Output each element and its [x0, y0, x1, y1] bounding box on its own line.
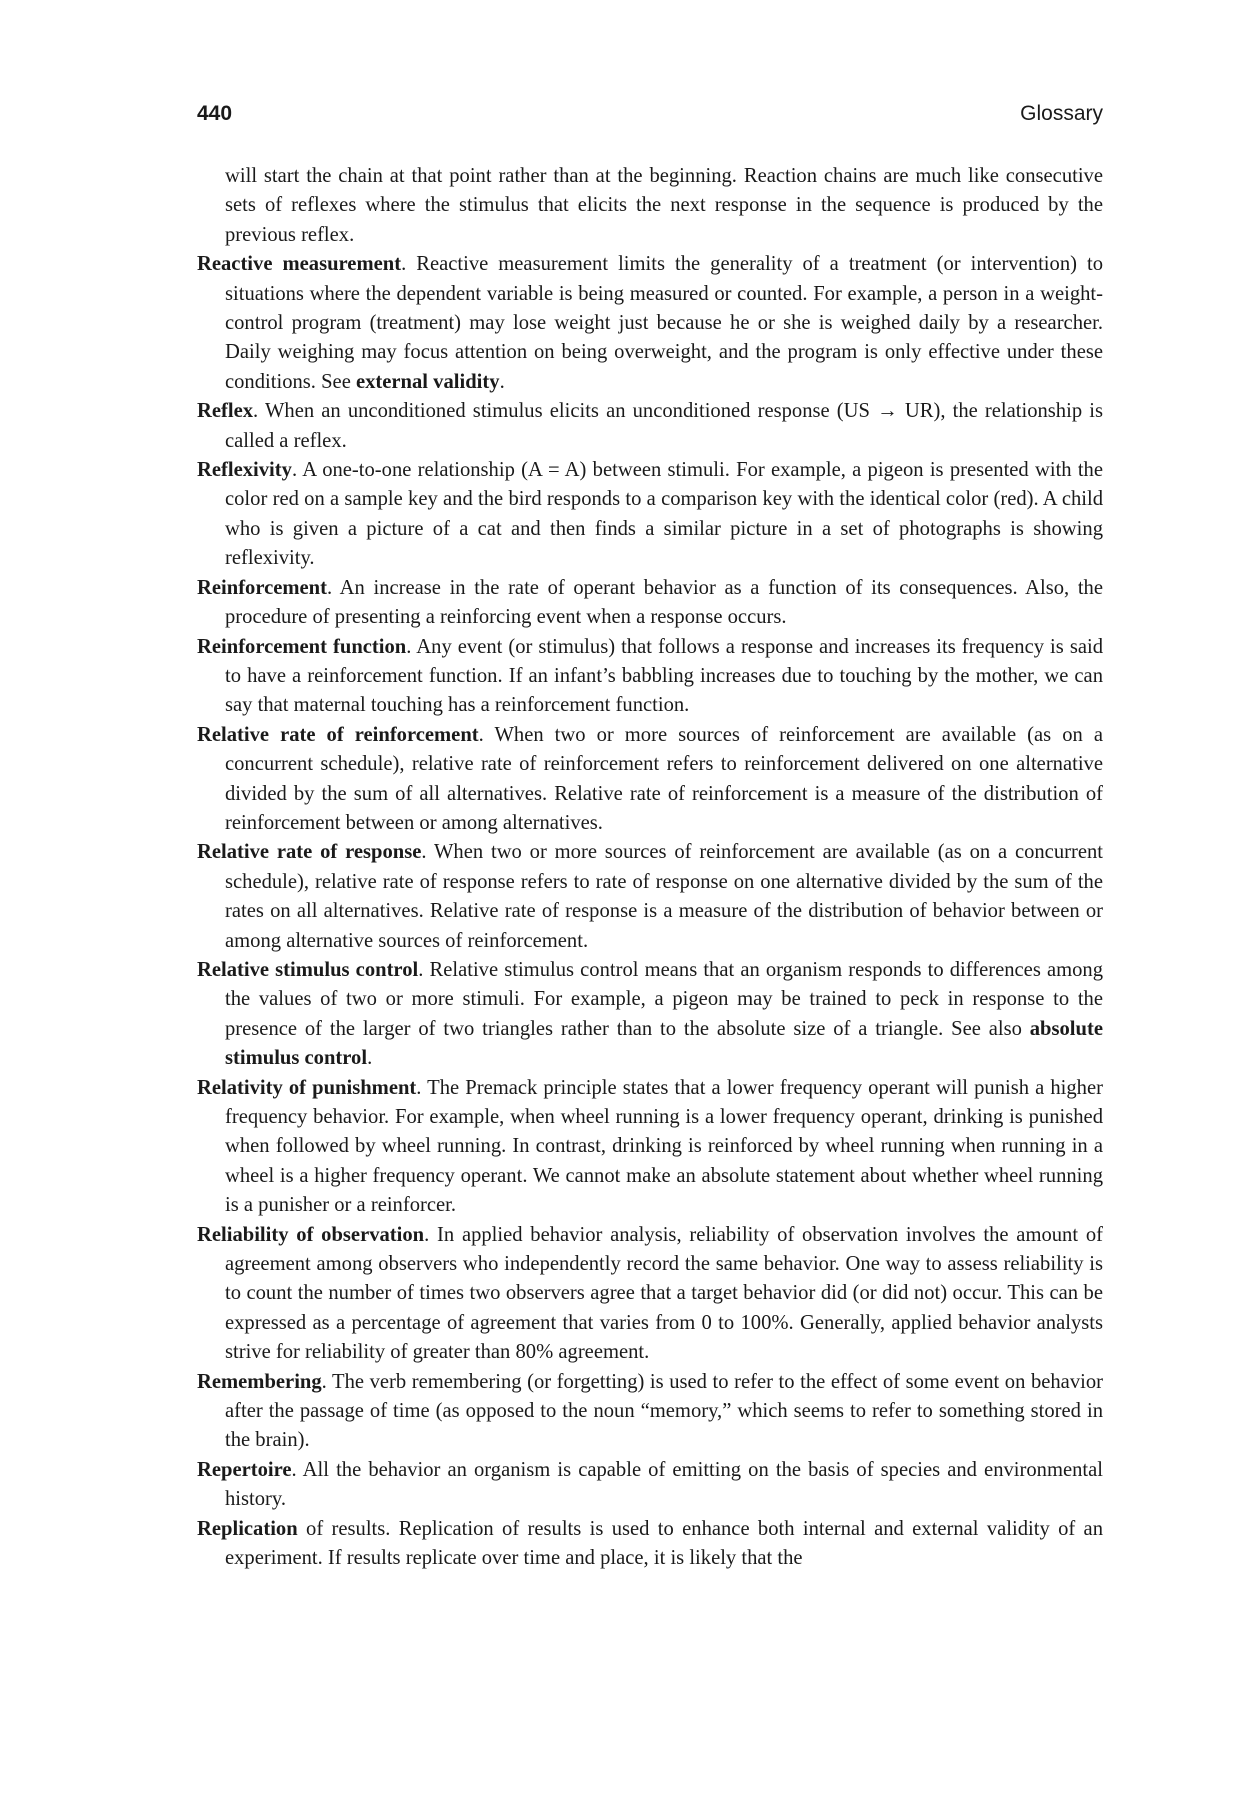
glossary-entry: Reliability of observation. In applied behavior analysis, reliability of observation involves the amount of agreement among observers who independently record the same behavior. One way to assess reliability is to count the number of times two observers agree that a target behavior did (or did not) occur. This can be expressed as a percentage of agreement that varies from 0 to 100%. Generally, applied behavior analysts strive for reliability of greater than 80% agreement.: [197, 1223, 1103, 1364]
glossary-definition: A one-to-one relationship (A = A) between stimuli. For example, a pigeon is presented with the color red on a sample key and the bird responds to a comparison key with the identical color (red). A child who is given a picture of a cat and then finds a similar picture in a set of photographs is showing reflexivity.: [225, 459, 1103, 570]
cross-reference: absolute stimulus control: [225, 1017, 1103, 1070]
glossary-entry: Reflex. When an unconditioned stimulus elicits an unconditioned response (US → UR), the relationship is called a reflex.: [197, 400, 1103, 452]
glossary-entry: Relative rate of reinforcement. When two or more sources of reinforcement are available (as on a concurrent schedule), relative rate of reinforcement refers to reinforcement delivered on one alternative divided by the sum of all alternatives. Relative rate of reinforcement is a measure of the distribution of reinforcement between or among alternatives.: [197, 723, 1103, 834]
glossary-definition: Any event (or stimulus) that follows a response and increases its frequency is said to have a reinforcement function. If an infant’s babbling increases due to touching by the mother, we can say that maternal touching has a reinforcement function.: [225, 635, 1103, 717]
glossary-term: Relative stimulus control: [197, 958, 419, 981]
section-title: Glossary: [1020, 102, 1103, 125]
glossary-entry: Reinforcement. An increase in the rate of operant behavior as a function of its consequences. Also, the procedure of presenting a reinforcing event when a response occurs.: [197, 576, 1103, 629]
glossary-term: Reinforcement function: [197, 635, 407, 658]
glossary-definition: of results. Replication of results is used to enhance both internal and external validity of an experiment. If results replicate over time and place, it is likely that the: [225, 1517, 1103, 1570]
glossary-term: Remembering: [197, 1370, 322, 1393]
glossary-term: Repertoire: [197, 1458, 292, 1481]
glossary-definition: Relative stimulus control means that an organism responds to differences among the values of two or more stimuli. For example, a pigeon may be trained to peck in response to the presence of the larger of two triangles rather than to the absolute size of a triangle. See also: [225, 958, 1103, 1040]
glossary-term: Reactive measurement: [197, 253, 402, 276]
running-head: [197, 102, 1103, 126]
cross-reference: external validity: [355, 370, 500, 393]
glossary-term: Reflex: [197, 400, 254, 423]
glossary-entry: Reflexivity. A one-to-one relationship (A = A) between stimuli. For example, a pigeon is presented with the color red on a sample key and the bird responds to a comparison key with the identical color (red). A child who is given a picture of a cat and then finds a similar picture in a set of photographs is showing reflexivity.: [197, 459, 1103, 570]
glossary-term: Reliability of observation: [197, 1223, 425, 1246]
glossary-definition: The verb remembering (or forgetting) is used to refer to the effect of some event on behavior after the passage of time (as opposed to the noun “memory,” which seems to refer to something stored in the brain).: [225, 1370, 1103, 1452]
glossary-entry: Relativity of punishment. The Premack principle states that a lower frequency operant will punish a higher frequency behavior. For example, when wheel running is a lower frequency operant, drinking is punished when followed by wheel running. In contrast, drinking is reinforced by wheel running when running in a wheel is a higher frequency operant. We cannot make an absolute statement about whether wheel running is a punisher or a reinforcer.: [197, 1076, 1103, 1217]
glossary-term: Relative rate of reinforcement: [197, 723, 479, 746]
glossary-definition: An increase in the rate of operant behavior as a function of its consequences. Also, the procedure of presenting a reinforcing event when a response occurs.: [225, 576, 1103, 629]
glossary-entry: Relative rate of response. When two or more sources of reinforcement are available (as on a concurrent schedule), relative rate of response refers to rate of response on one alternative divided by the sum of the rates on all alternatives. Relative rate of response is a measure of the distribution of behavior between or among alternative sources of reinforcement.: [197, 841, 1103, 952]
glossary-body: [197, 162, 1103, 1574]
glossary-definition: When two or more sources of reinforcement are available (as on a concurrent schedule), relative rate of reinforcement refers to reinforcement delivered on one alternative divided by the sum of all alternatives. Relative rate of reinforcement is a measure of the distribution of reinforcement between or among alternatives.: [225, 723, 1103, 834]
glossary-entry: Relative stimulus control. Relative stimulus control means that an organism responds to differences among the values of two or more stimuli. For example, a pigeon may be trained to peck in response to the presence of the larger of two triangles rather than to the absolute size of a triangle. See also absolute stimulus control.: [197, 958, 1103, 1070]
glossary-term: Relative rate of response: [197, 841, 422, 864]
glossary-definition: In applied behavior analysis, reliability of observation involves the amount of agreement among observers who independently record the same behavior. One way to assess reliability is to count the number of times two observers agree that a target behavior did (or did not) occur. This can be expressed as a percentage of agreement that varies from 0 to 100%. Generally, applied behavior analysts strive for reliability of greater than 80% agreement.: [225, 1223, 1103, 1364]
glossary-definition: When an unconditioned stimulus elicits an unconditioned response (US → UR), the relationship is called a reflex.: [225, 400, 1103, 452]
glossary-entry: Reactive measurement. Reactive measurement limits the generality of a treatment (or intervention) to situations where the dependent variable is being measured or counted. For example, a person in a weight-control program (treatment) may lose weight just because he or she is weighed daily by a researcher. Daily weighing may focus attention on being overweight, and the program is only effective under these conditions. See external validity.: [197, 253, 1103, 393]
continued-entry-text: will start the chain at that point rather than at the beginning. Reaction chains are much like consecutive sets of reflexes where the stimulus that elicits the next response in the sequence is produced by the previous reflex.: [225, 165, 1103, 246]
glossary-term: Replication: [197, 1517, 298, 1540]
glossary-term: Reinforcement: [197, 576, 327, 599]
glossary-term: Relativity of punishment: [197, 1076, 417, 1099]
glossary-definition: When two or more sources of reinforcement are available (as on a concurrent schedule), relative rate of response refers to rate of response on one alternative divided by the sum of the rates on all alternatives. Relative rate of response is a measure of the distribution of behavior between or among alternative sources of reinforcement.: [225, 841, 1103, 952]
glossary-entry: Repertoire. All the behavior an organism is capable of emitting on the basis of species and environmental history.: [197, 1458, 1103, 1511]
glossary-definition: The Premack principle states that a lower frequency operant will punish a higher frequency behavior. For example, when wheel running is a lower frequency operant, drinking is punished when followed by wheel running. In contrast, drinking is reinforced by wheel running when running in a wheel is a higher frequency operant. We cannot make an absolute statement about whether wheel running is a punisher or a reinforcer.: [225, 1076, 1103, 1217]
glossary-entry: Reinforcement function. Any event (or stimulus) that follows a response and increases its frequency is said to have a reinforcement function. If an infant’s babbling increases due to touching by the mother, we can say that maternal touching has a reinforcement function.: [197, 635, 1103, 717]
glossary-entry: Remembering. The verb remembering (or forgetting) is used to refer to the effect of some event on behavior after the passage of time (as opposed to the noun “memory,” which seems to refer to something stored in the brain).: [197, 1370, 1103, 1452]
glossary-definition: All the behavior an organism is capable of emitting on the basis of species and environmental history.: [225, 1458, 1103, 1511]
glossary-entry: [197, 1515, 1103, 1574]
page-number: 440: [197, 102, 233, 125]
glossary-term: Reflexivity: [197, 459, 292, 482]
glossary-definition: Reactive measurement limits the generality of a treatment (or intervention) to situations where the dependent variable is being measured or counted. For example, a person in a weight-control program (treatment) may lose weight just because he or she is weighed daily by a researcher. Daily weighing may focus attention on being overweight, and the program is only effective under these conditions. See: [225, 253, 1103, 393]
